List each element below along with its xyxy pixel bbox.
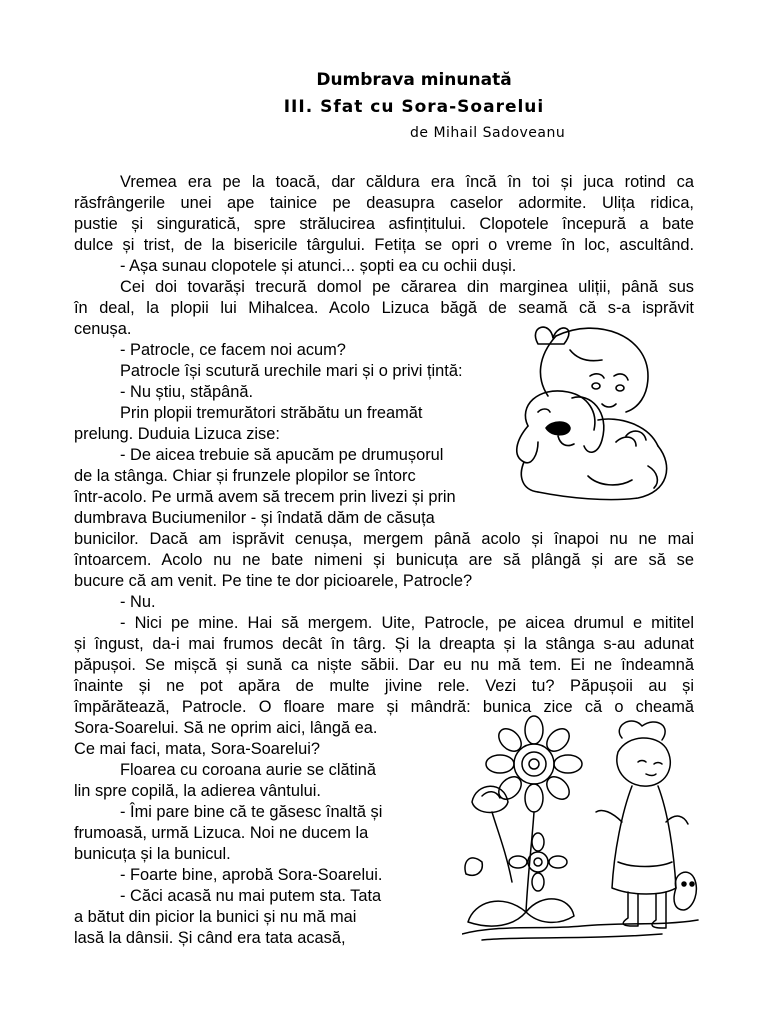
page-title: Dumbrava minunată: [316, 70, 512, 90]
text-line: - Nici pe mine. Hai să mergem. Uite, Patrocle, pe aicea drumul e mititel: [120, 614, 694, 632]
text-line: Floarea cu coroana aurie se clătină: [120, 761, 377, 779]
text-line: Vremea era pe la toacă, dar căldura era încă în toi și juca rotind ca: [120, 173, 694, 191]
text-line: - Îmi pare bine că te găsesc înaltă și: [120, 803, 383, 821]
text-line: pustie și singuratică, spre strălucirea asfințitului. Clopotele începură a bate: [74, 215, 694, 233]
text-line: - De aicea trebuie să apucăm pe drumușorul: [120, 446, 444, 464]
text-line: Sora-Soarelui. Să ne oprim aici, lângă ea.: [74, 719, 378, 737]
text-line: - Nu.: [120, 593, 156, 611]
text-line: lasă la dânsii. Și când era tata acasă,: [74, 929, 346, 947]
text-line: Patrocle își scutură urechile mari și o privi țintă:: [120, 362, 463, 380]
text-line: Ce mai faci, mata, Sora-Soarelui?: [74, 740, 320, 758]
text-line: împărătează, Patrocle. O floare mare și mândră: bunica zice că o cheamă: [74, 698, 694, 716]
text-line: bucure că am venit. Pe tine te dor picioarele, Patrocle?: [74, 572, 473, 590]
text-line: de la stânga. Chiar și frunzele plopilor se întorc: [74, 467, 416, 485]
text-line: frumoasă, urmă Lizuca. Noi ne ducem la: [74, 824, 369, 842]
text-line: dulce și trist, de la bisericile târgului. Fetița se opri o vreme în loc, ascultând.: [74, 236, 694, 254]
text-line: în deal, la plopii lui Mihalcea. Acolo Lizuca băgă de seamă că s-a isprăvit: [74, 299, 694, 317]
text-line: întoarcem. Acolo nu ne bate nimeni și bunicuța are să plângă și are să se: [74, 551, 694, 569]
text-line: lin spre copilă, la adierea vântului.: [74, 782, 321, 800]
text-line: bunicuța și la bunicul.: [74, 845, 231, 863]
text-line: - Căci acasă nu mai putem sta. Tata: [120, 887, 382, 905]
text-line: prelung. Duduia Lizuca zise:: [74, 425, 280, 443]
text-line: - Nu știu, stăpână.: [120, 383, 254, 401]
text-line: dumbrava Buciumenilor - și îndată dăm de căsuța: [74, 509, 435, 527]
text-line: - Patrocle, ce facem noi acum?: [120, 341, 346, 359]
text-line: Prin plopii tremurători străbătu un freamăt: [120, 404, 423, 422]
text-line: - Așa sunau clopotele și atunci... șopti ea cu ochii duși.: [120, 257, 517, 275]
chapter-subtitle: III. Sfat cu Sora-Soarelui: [283, 97, 545, 117]
text-line: răsfrângerile unei ape tainice pe deasupra caselor adormite. Ulița ridica,: [74, 194, 694, 212]
text-line: într-acolo. Pe urmă avem să trecem prin livezi și prin: [74, 488, 456, 506]
text-line: Cei doi tovarăși trecură domol pe cărarea din marginea uliții, până sus: [120, 278, 694, 296]
text-line: înainte și ne pot apăra de multe jivine rele. Vezi tu? Păpușoii au și: [74, 677, 694, 695]
text-line: - Foarte bine, aprobă Sora-Soarelui.: [120, 866, 383, 884]
girl-with-sunflower-illustration: [462, 712, 702, 944]
text-line: păpușoi. Se mișcă și sună ca niște săbii. Dar eu nu mă tem. Ei ne îndeamnă: [74, 656, 694, 674]
author-line: de Mihail Sadoveanu: [410, 125, 566, 141]
text-line: bunicilor. Dacă am isprăvit cenușa, mergem până acolo și înapoi nu ne mai: [74, 530, 694, 548]
girl-with-dog-illustration: [498, 316, 698, 506]
text-line: și îngust, da-i mai frumos decât în târg. Și la dreapta și la stânga s-au adunat: [74, 635, 694, 653]
text-line: cenușa.: [74, 320, 132, 338]
text-line: a bătut din picior la bunici și nu mă mai: [74, 908, 357, 926]
